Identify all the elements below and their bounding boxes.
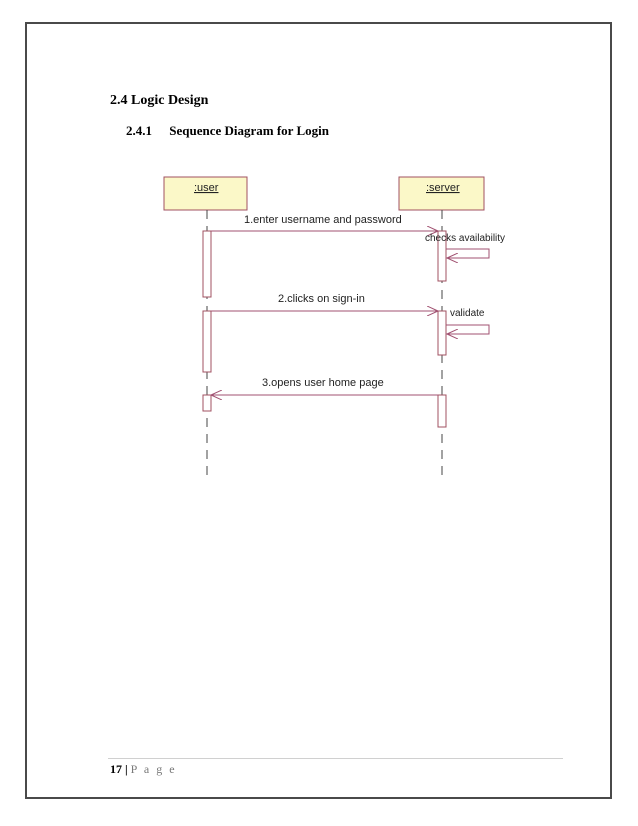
page-number: 17 [110,762,122,776]
page-label: P a g e [130,762,177,776]
self-call-label-2: validate [450,308,485,319]
activation-server-2 [438,311,446,355]
subsection-title: Sequence Diagram for Login [169,123,329,138]
message-label-1: 1.enter username and password [244,214,402,226]
message-label-2: 2.clicks on sign-in [278,293,365,305]
subsection-number: 2.4.1 [126,123,152,138]
page-footer [110,762,177,777]
lifeline-label-server: :server [426,182,460,194]
self-call-arrow-1 [446,249,489,258]
activation-user-3 [203,395,211,411]
activation-user-2 [203,311,211,372]
self-call-arrow-2 [446,325,489,334]
activation-user-1 [203,231,211,297]
message-label-3: 3.opens user home page [262,377,384,389]
lifeline-label-user: :user [194,182,219,194]
footer-divider [108,758,563,759]
section-heading: 2.4 Logic Design [110,93,209,108]
footer-separator: | [125,762,128,776]
activation-server-3 [438,395,446,427]
self-call-label-1: checks availability [425,233,506,244]
